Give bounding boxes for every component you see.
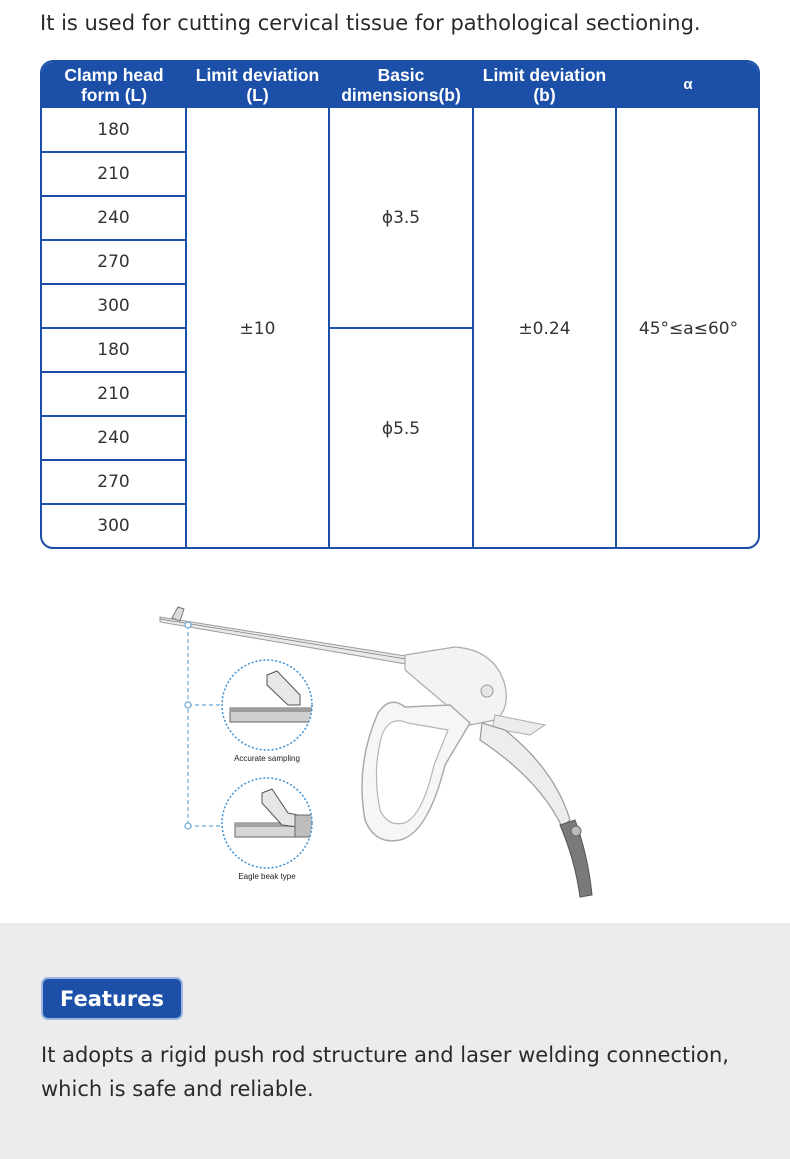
caption-accurate-sampling: Accurate sampling — [234, 754, 300, 763]
limit-deviation-l-value: ±10 — [239, 318, 276, 339]
limit-deviation-b-value: ±0.24 — [518, 318, 571, 339]
table-header — [42, 62, 758, 108]
features-text: It adopts a rigid push rod structure and laser welding connection, which is safe and reliable. — [41, 1043, 729, 1101]
header-alpha: α — [683, 76, 693, 93]
table-cell-l: 300 — [97, 516, 130, 536]
instrument-handle — [362, 647, 592, 897]
header-clamp-head-form: Clamp head form (L) — [64, 65, 164, 105]
table-cell-l: 240 — [97, 428, 130, 448]
detail-eagle-beak — [222, 778, 320, 868]
table-cell-l: 210 — [97, 164, 130, 184]
table-cell-l: 270 — [97, 472, 130, 492]
forceps-illustration — [150, 595, 610, 905]
table-cell-l: 270 — [97, 252, 130, 272]
header-limit-deviation-l: Limit deviation (L) — [195, 65, 320, 105]
table-cell-l: 210 — [97, 384, 130, 404]
caption-eagle-beak: Eagle beak type — [238, 872, 296, 881]
instrument-shaft — [160, 607, 412, 665]
intro-text: It is used for cutting cervical tissue for pathological sectioning. — [40, 11, 701, 35]
table-cell-l: 240 — [97, 208, 130, 228]
detail-accurate-sampling — [222, 660, 320, 750]
table-body — [42, 108, 758, 549]
table-cell-l: 300 — [97, 296, 130, 316]
features-section — [0, 923, 790, 1159]
header-limit-deviation-b: Limit deviation (b) — [482, 65, 607, 105]
table-cell-l: 180 — [97, 340, 130, 360]
features-badge: Features — [41, 977, 183, 1020]
header-basic-dimensions: Basic dimensions(b) — [341, 65, 461, 105]
callout-leaders — [185, 622, 222, 829]
table-cell-l: 180 — [97, 120, 130, 140]
spec-table — [40, 60, 760, 549]
alpha-value: 45°≤a≤60° — [638, 318, 739, 339]
basic-dimension-value: ϕ3.5 — [381, 208, 421, 228]
basic-dimension-value: ϕ5.5 — [381, 419, 421, 439]
